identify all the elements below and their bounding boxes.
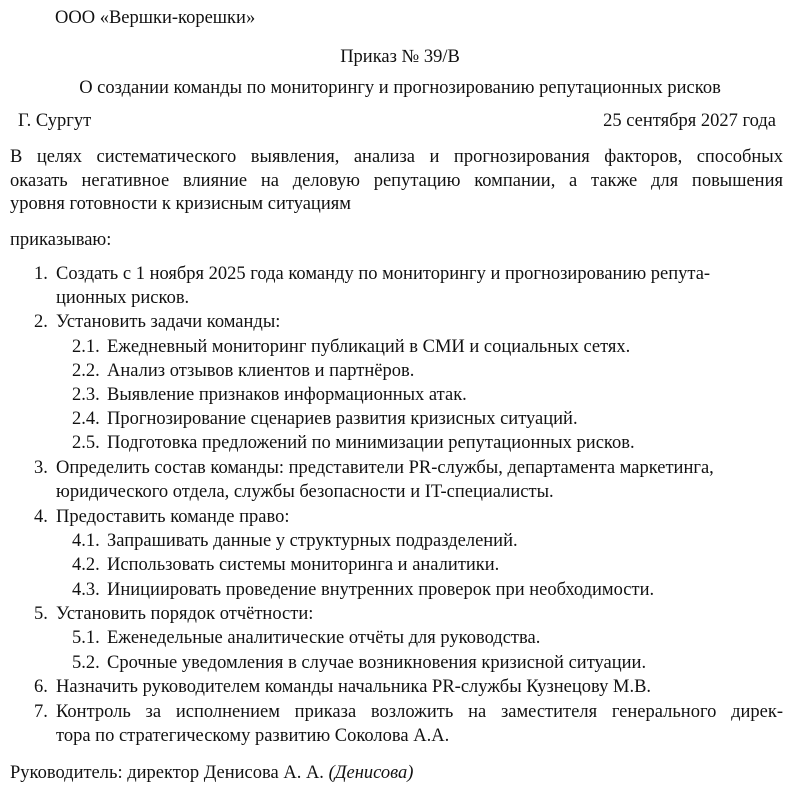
subitem-number: 4.3. [72, 580, 100, 600]
organization-name: ООО «Вершки-корешки» [55, 8, 256, 28]
item-number: 5. [34, 604, 48, 624]
item-text: тора по стратегическому развитию Соколова А.А. [56, 726, 450, 746]
city: Г. Сургут [18, 111, 92, 131]
item-number: 6. [34, 677, 48, 697]
item-text: Установить задачи команды: [56, 312, 281, 332]
handwritten-signature: (Денисова) [328, 763, 414, 783]
item-text: Предоставить команде право: [56, 507, 290, 527]
item-number: 4. [34, 507, 48, 527]
preamble-line: уровня готовности к кризисным ситуациям [10, 194, 351, 214]
order-title: О создании команды по мониторингу и прогнозированию репутационных рисков [79, 78, 721, 98]
subitem-number: 5.1. [72, 628, 100, 648]
item-text: ционных рисков. [56, 288, 190, 308]
subitem-text: Прогнозирование сценариев развития кризисных ситуаций. [107, 409, 578, 429]
subitem-text: Анализ отзывов клиентов и партнёров. [107, 361, 415, 381]
subitem-text: Запрашивать данные у структурных подразделений. [107, 531, 518, 551]
subitem-text: Выявление признаков информационных атак. [107, 385, 467, 405]
item-text: юридического отдела, службы безопасности и IT-специалисты. [56, 482, 554, 502]
item-text: Создать с 1 ноября 2025 года команду по мониторингу и прогнозированию репута- [56, 264, 711, 284]
order-date: 25 сентября 2027 года [603, 111, 776, 131]
item-number: 7. [34, 702, 48, 722]
subitem-text: Инициировать проведение внутренних проверок при необходимости. [107, 580, 655, 600]
signature-label: Руководитель: директор Денисова А. А. [10, 763, 324, 783]
item-text: Установить порядок отчётности: [56, 604, 314, 624]
item-number: 2. [34, 312, 48, 332]
subitem-number: 4.2. [72, 555, 100, 575]
order-word: приказываю: [10, 230, 112, 250]
order-number: Приказ № 39/В [340, 47, 460, 67]
subitem-text: Ежедневный мониторинг публикаций в СМИ и социальных сетях. [107, 337, 631, 357]
item-number: 3. [34, 458, 48, 478]
subitem-text: Использовать системы мониторинга и аналитики. [107, 555, 500, 575]
subitem-number: 2.4. [72, 409, 100, 429]
subitem-text: Еженедельные аналитические отчёты для руководства. [107, 628, 541, 648]
item-number: 1. [34, 264, 48, 284]
subitem-number: 4.1. [72, 531, 100, 551]
subitem-number: 2.1. [72, 337, 100, 357]
preamble-line: оказать негативное влияние на деловую репутацию компании, а также для повышения [10, 171, 783, 191]
subitem-number: 2.5. [72, 433, 100, 453]
subitem-text: Подготовка предложений по минимизации репутационных рисков. [107, 433, 635, 453]
item-text: Назначить руководителем команды начальника PR-службы Кузнецову М.В. [56, 677, 652, 697]
item-text: Контроль за исполнением приказа возложить на заместителя генерального дирек- [56, 702, 783, 722]
preamble-line: В целях систематического выявления, анализа и прогнозирования факторов, способных [10, 147, 783, 167]
item-text: Определить состав команды: представители PR-службы, департамента маркетинга, [56, 458, 714, 478]
subitem-text: Срочные уведомления в случае возникновения кризисной ситуации. [107, 653, 647, 673]
subitem-number: 2.3. [72, 385, 100, 405]
subitem-number: 5.2. [72, 653, 100, 673]
signature-block [10, 762, 413, 784]
subitem-number: 2.2. [72, 361, 100, 381]
